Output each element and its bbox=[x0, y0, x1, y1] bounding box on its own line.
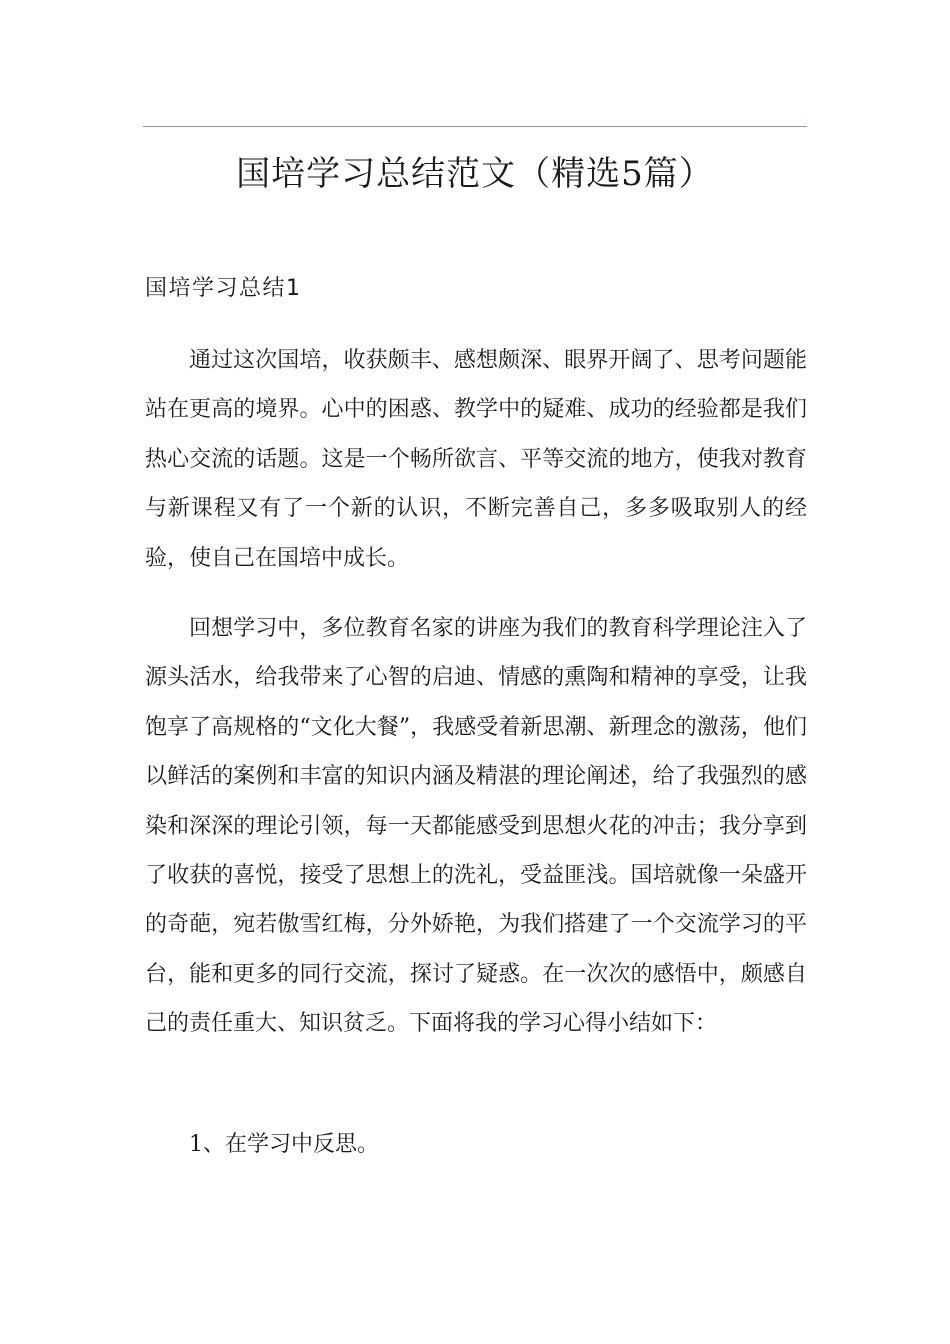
paragraph-1: 通过这次国培，收获颇丰、感想颇深、眼界开阔了、思考问题能站在更高的境界。心中的困惑、教学中的疑难、成功的经验都是我们热心交流的话题。这是一个畅所欲言、平等交流的地方，使我对教育与新课程又有了一个新的认识，不断完善自己，多多吸取别人的经验，使自己在国培中成长。 bbox=[145, 348, 807, 571]
paragraph-2: 回想学习中，多位教育名家的讲座为我们的教育科学理论注入了源头活水，给我带来了心智的启迪、情感的熏陶和精神的享受，让我饱享了高规格的“文化大餐”，我感受着新思潮、新理念的激荡，他们以鲜活的案例和丰富的知识内涵及精湛的理论阐述，给了我强烈的感染和深深的理论引领，每一天都能感受到思想火花的冲击；我分享到了收获的喜悦，接受了思想上的洗礼，受益匪浅。国培就像一朵盛开的奇葩，宛若傲雪红梅，分外娇艳，为我们搭建了一个交流学习的平台，能和更多的同行交流，探讨了疑惑。在一次次的感悟中，颇感自己的责任重大、知识贫乏。下面将我的学习心得小结如下： bbox=[145, 616, 807, 1037]
header-divider bbox=[143, 126, 807, 127]
document-title: 国培学习总结范文（精选5篇） bbox=[236, 154, 714, 194]
section-heading: 国培学习总结1 bbox=[145, 276, 302, 301]
list-item-1: 1、在学习中反思。 bbox=[189, 1132, 379, 1157]
